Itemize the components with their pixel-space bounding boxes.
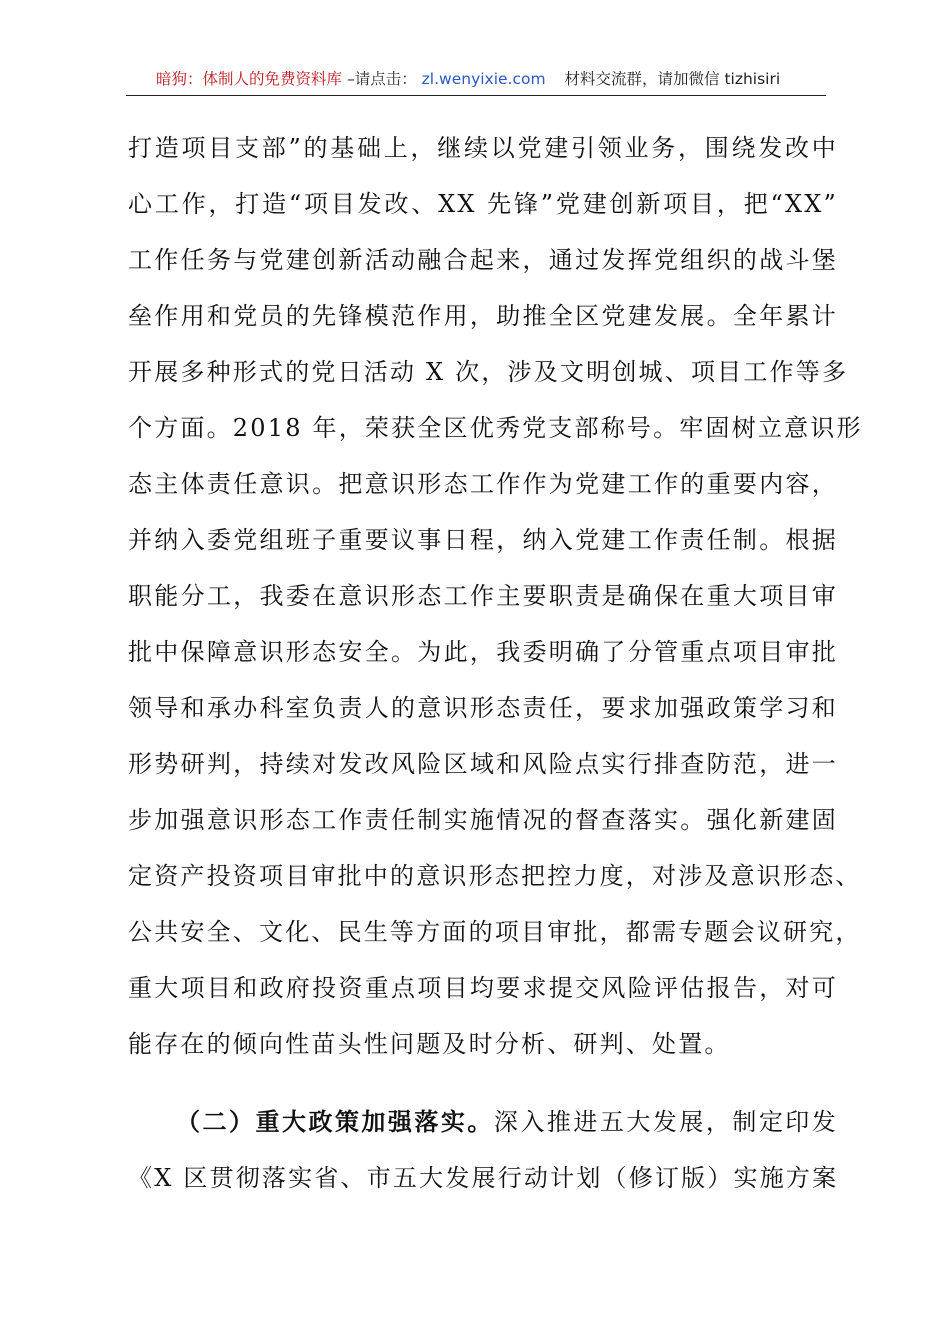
header-link[interactable]: zl.wenyixie.com (421, 70, 546, 88)
paragraph-line: 职能分工，我委在意识形态工作主要职责是确保在重大项目审 (128, 582, 838, 610)
paragraph-line: 并纳入委党组班子重要议事日程，纳入党建工作责任制。根据 (128, 526, 838, 554)
header-link-prefix: –请点击： (346, 70, 417, 88)
paragraph-line: 工作任务与党建创新活动融合起来，通过发挥党组织的战斗堡 (128, 246, 838, 274)
paragraph-line-rest: 深入推进五大发展，制定印发 (493, 1108, 838, 1136)
paragraph-line: 重大项目和政府投资重点项目均要求提交风险评估报告，对可 (128, 974, 838, 1002)
paragraph-line: 心工作，打造“项目发改、XX 先锋”党建创新项目，把“XX” (128, 190, 838, 218)
paragraph-line: 能存在的倾向性苗头性问题及时分析、研判、处置。 (128, 1030, 731, 1058)
paragraph-spacer (128, 1072, 838, 1094)
paragraph-line: 公共安全、文化、民生等方面的项目审批，都需专题会议研究， (128, 918, 862, 946)
page-header (126, 62, 826, 96)
paragraph-line: 定资产投资项目审批中的意识形态把控力度，对涉及意识形态、 (128, 862, 862, 890)
header-brand-text: 暗狗：体制人的免费资料库 (156, 70, 343, 88)
paragraph-line: 态主体责任意识。把意识形态工作作为党建工作的重要内容， (128, 470, 838, 498)
paragraph-line: 开展多种形式的党日活动 X 次，涉及文明创城、项目工作等多 (128, 358, 849, 386)
section-heading: （二）重大政策加强落实。 (176, 1107, 494, 1136)
paragraph-1 (128, 120, 863, 1072)
paragraph-line: 打造项目支部”的基础上，继续以党建引领业务，围绕发改中 (128, 134, 838, 162)
paragraph-line: 批中保障意识形态安全。为此，我委明确了分管重点项目审批 (128, 638, 838, 666)
paragraph-line: 个方面。2018 年，荣获全区优秀党支部称号。牢固树立意识形 (128, 414, 863, 442)
document-body (128, 120, 863, 1206)
paragraph-line: 《X 区贯彻落实省、市五大发展行动计划（修订版）实施方案 (128, 1164, 839, 1192)
header-wechat-text: 材料交流群，请加微信 tizhisiri (564, 70, 781, 88)
paragraph-line: 步加强意识形态工作责任制实施情况的督查落实。强化新建固 (128, 806, 838, 834)
paragraph-line: 领导和承办科室负责人的意识形态责任，要求加强政策学习和 (128, 694, 838, 722)
paragraph-line: 形势研判，持续对发改风险区域和风险点实行排查防范，进一 (128, 750, 838, 778)
paragraph-line: 垒作用和党员的先锋模范作用，助推全区党建发展。全年累计 (128, 302, 838, 330)
paragraph-line (128, 1094, 838, 1150)
paragraph-2 (128, 1094, 838, 1206)
